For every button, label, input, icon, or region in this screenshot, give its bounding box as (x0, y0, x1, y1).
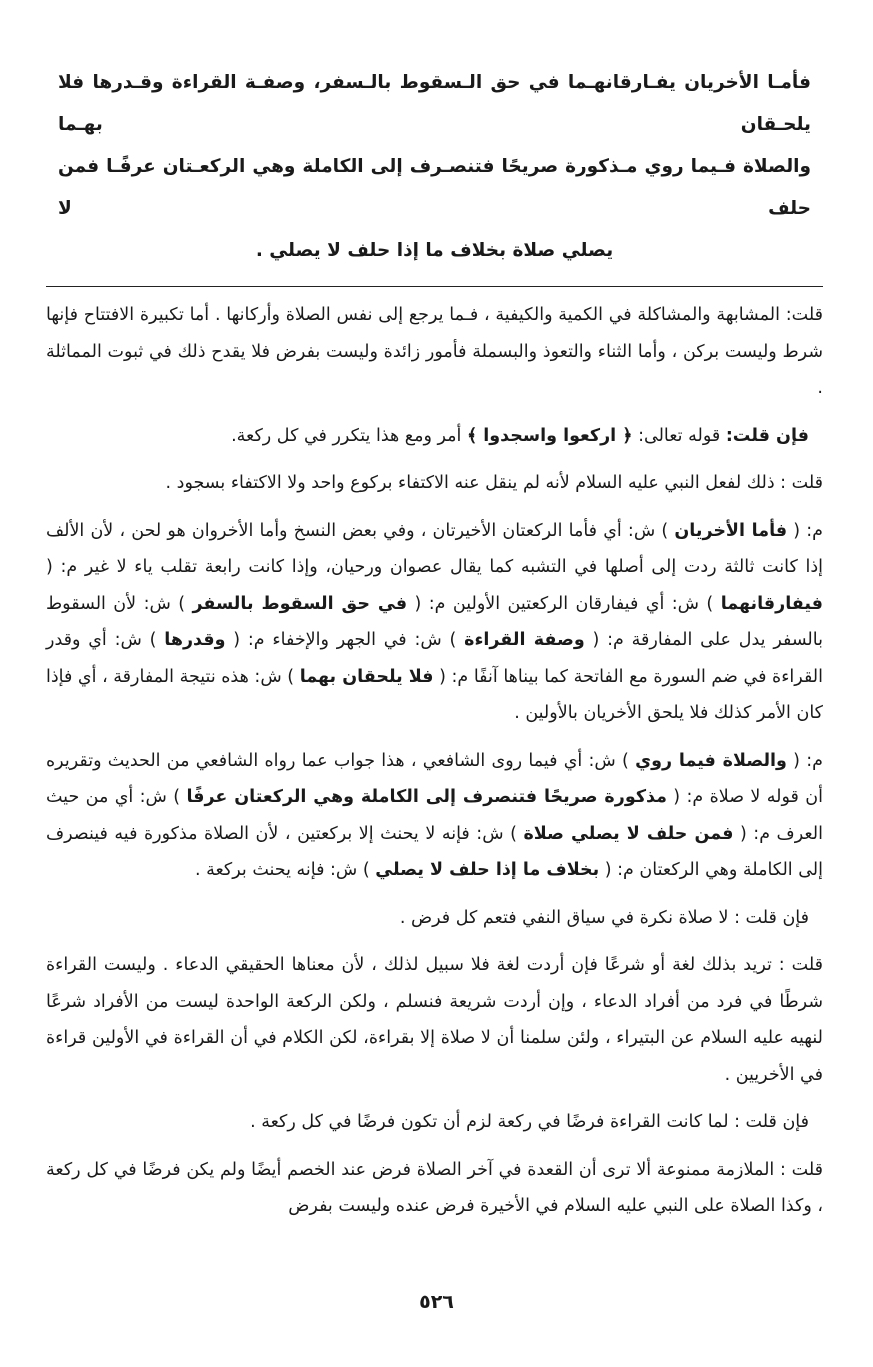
page-number: ٥٢٦ (419, 1291, 454, 1313)
matn-quote: وقدرها (164, 630, 226, 650)
quran-quote: ﴿ اركعوا واسجدوا ﴾ (466, 425, 633, 446)
matn-quote: في حق السقوط بالسفر (192, 593, 408, 614)
text-run: ) ش: فإنه لا يحنث إلا بركعتين ، لأن الصلاة مذكورة فيه فينصرف إلى الكاملة وهي الركعتان م: ( (46, 823, 823, 880)
text-run: ) ش: أي فيفارقان الركعتين الأولين م: ( (407, 593, 721, 614)
commentary-paragraph (46, 513, 823, 732)
text-run: ) ش: فإنه يحنث بركعة . (194, 860, 376, 880)
text-run: ) ش: أي فأما الركعتان الأخيرتان ، وفي بعض النسخ وأما الأخروان هو لحن ، لأن الألف إذا كانت ثالثة ردت إلى أصلها في التشبه كما يقال عصوان ورحيان، وإذا كانت رابعة تقلب ياء لا غير م: ( (46, 520, 823, 577)
text-run: ) ش: في الجهر والإخفاء م: ( (225, 630, 465, 650)
page-content (46, 62, 823, 1236)
text-run: ) ش: أي وقدر القراءة في ضم السورة مع الفاتحة كما بيناها آنفًا م: ( (46, 630, 823, 687)
matn-quote: والصلاة فيما روي (635, 750, 787, 771)
commentary-paragraph (46, 743, 823, 889)
matn-line: فأمـا الأخريان يفـارقانهـما في حق الـسقوط بالـسفر، وصفـة القراءة وقـدرها فلا يلحـقان بهـما (58, 72, 811, 135)
matn-quote: بخلاف ما إذا حلف لا يصلي (375, 860, 600, 880)
question-label: فإن قلت: (725, 425, 809, 446)
commentary-paragraph (46, 418, 823, 455)
matn-quote: فمن حلف لا يصلي صلاة (523, 823, 734, 844)
text-run: م: ( (787, 520, 824, 541)
commentary-paragraph: قلت : الملازمة ممنوعة ألا ترى أن القعدة في آخر الصلاة فرض عند الخصم أيضًا ولم يكن فرضًا في كل ركعة ، وكذا الصلاة على النبي عليه السلام في الأخيرة فرض عنده وليست بفرض (46, 1159, 823, 1216)
text-run: قوله تعالى: (632, 425, 726, 446)
commentary-paragraph: فإن قلت : لما كانت القراءة فرضًا في ركعة لزم أن تكون فرضًا في كل ركعة . (250, 1112, 809, 1132)
text-run: ) ش: أي من حيث العرف م: ( (46, 787, 823, 844)
matn-quote: وصفة القراءة (464, 630, 585, 650)
commentary-paragraph: قلت : ذلك لفعل النبي عليه السلام لأنه لم ينقل عنه الاكتفاء بركوع واحد ولا الاكتفاء بسجود . (165, 473, 823, 493)
matn-line: يصلي صلاة بخلاف ما إذا حلف لا يصلي . (255, 240, 614, 261)
commentary-paragraph: قلت: المشابهة والمشاكلة في الكمية والكيفية ، فـما يرجع إلى نفس الصلاة وأركانها . أما تكبيرة الافتتاح فإنها شرط وليست بركن ، وأما الثناء والتعوذ والبسملة فأمور زائدة وليست بفرض فلا يقدح ذلك في ثبوت المماثلة . (46, 305, 823, 398)
text-run: ) ش: أي فيما روى الشافعي ، هذا جواب عما رواه الشافعي من الحديث وتقريره أن قوله لا صلاة م: ( (46, 750, 823, 807)
matn-quote: فأما الأخريان (674, 520, 788, 541)
matn-line: والصلاة فـيما روي مـذكورة صريحًا فتنصـرف إلى الكاملة وهي الركعـتان عرفًـا فمن حلف لا (58, 156, 811, 219)
separator-rule (46, 286, 823, 287)
matn-block (46, 62, 823, 272)
text-run: ) ش: لأن السقوط بالسفر يدل على المفارقة م: ( (46, 593, 823, 650)
text-run: ) ش: هذه نتيجة المفارقة ، أي فإذا كان الأمر كذلك فلا يلحق الأخريان بالأولين . (46, 666, 823, 723)
matn-quote: فلا يلحقان بهما (299, 666, 434, 687)
commentary-paragraph: فإن قلت : لا صلاة نكرة في سياق النفي فتعم كل فرض . (399, 907, 809, 928)
matn-quote: مذكورة صريحًا فتنصرف إلى الكاملة وهي الركعتان عرفًا (186, 787, 667, 807)
commentary-paragraph: قلت : تريد بذلك لغة أو شرعًا فإن أردت لغة فلا سبيل لذلك ، لأن معناها الحقيقي الدعاء . وليست القراءة شرطًا في فرد من أفراد الدعاء ، وإن أردت شريعة فنسلم ، ولكن الركعة الواحدة ليست من الأفراد شرعًا لنهيه عليه السلام عن البتيراء ، ولئن سلمنا أن لا صلاة إلا بقراءة، لكن الكلام في أن القراءة في الأولين قراءة في الأخريين . (46, 955, 823, 1085)
text-run: أمر ومع هذا يتكرر في كل ركعة. (231, 425, 467, 446)
text-run: م: ( (786, 750, 823, 771)
matn-quote: فيفارقانهما (720, 593, 823, 614)
